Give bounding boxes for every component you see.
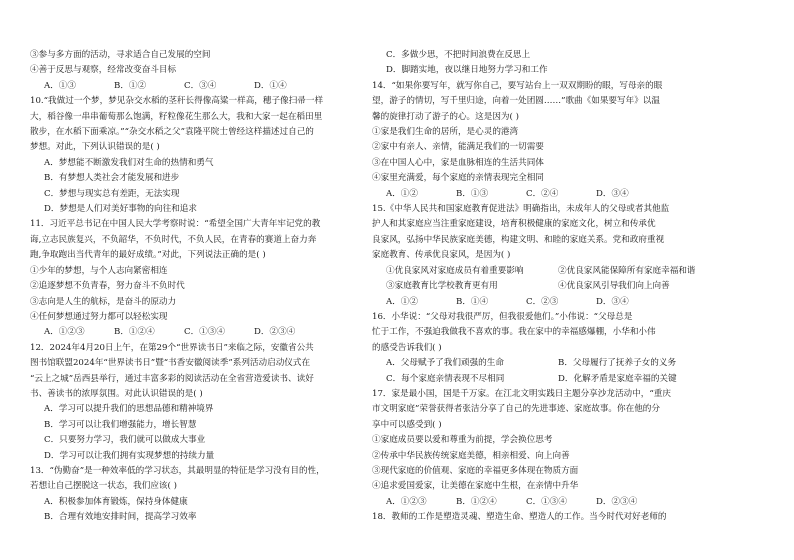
text-line: 16．小华说：“父母对我很严厉，但我很爱他们。”小伟说：“父母总是	[372, 311, 633, 322]
text-line: 18．教师的工作是塑造灵魂、塑造生命、塑造人的工作。当今时代对好老师的	[372, 512, 667, 523]
text-line: ④善于反思与观察，经常改变奋斗目标	[30, 65, 177, 76]
answer-option: D．③④	[596, 188, 629, 199]
choice-line: A．梦想能不断激发我们对生命的热情和勇气	[44, 157, 214, 168]
choice-line: C．梦想与现实总有差距，无法实现	[44, 188, 180, 199]
answer-option: D．②③④	[596, 496, 638, 507]
answer-option: D．①④	[254, 80, 287, 91]
answer-options-row	[372, 295, 730, 310]
text-line: ③参与多方面的活动，寻求适合自己发展的空间	[30, 50, 211, 60]
text-line: ④追求爱国爱家，让美德在家庭中生根，在亲情中升华	[372, 481, 579, 492]
choice-line: C．多做少思，不把时间浪费在反思上	[386, 50, 531, 60]
text-line: ③在中国人心中，家是血脉相连的生活共同体	[372, 157, 544, 168]
answer-option: B．①②④	[456, 496, 497, 507]
answer-option: ①优良家风对家庭成员有着重要影响	[386, 265, 524, 276]
choice-line: D．脚踏实地，夜以继日地努力学习和工作	[386, 65, 548, 76]
option-pair-row	[372, 279, 730, 294]
choice-line: B．有梦想人类社会才能发展和进步	[44, 173, 180, 184]
text-line: 家庭教育、传承优良家风，是因为( )	[372, 250, 511, 261]
text-line: 书、善读书的浓厚氛围。对此认识错误的是( )	[30, 388, 203, 399]
text-line: 大，稻谷像一串串葡萄那么饱满，籽粒像花生那么大，我和大家一起在稻田里	[30, 111, 323, 122]
text-line: 15.《中华人民共和国家庭教育促进法》明确指出，未成年人的父母或者其他监	[372, 204, 670, 215]
text-line: 10.“我做过一个梦，梦见杂交水稻的茎秆长得像高粱一样高，穗子像扫帚一样	[30, 96, 324, 107]
answer-options-row	[372, 187, 730, 202]
text-line: 梦想。对此，下列认识错误的是( )	[30, 142, 160, 153]
text-line: “云上之城”岳西县举行，通过丰富多彩的阅读活动在全省营造爱读书、读好	[30, 373, 314, 384]
answer-option: D．②③④	[254, 327, 296, 338]
answer-option: C．①③④	[184, 327, 225, 338]
answer-option: C．③④	[184, 80, 217, 91]
text-line: ③志向是人生的航标，是奋斗的原动力	[30, 296, 177, 307]
answer-option: A．①②	[386, 188, 418, 199]
text-line: ②家中有亲人、亲情，能满足我们的一切需要	[372, 142, 544, 153]
choice-line: D．梦想是人们对美好事物的向往和追求	[44, 204, 197, 215]
answer-option: A．①③	[44, 80, 76, 91]
answer-option: B．①③	[456, 188, 489, 199]
answer-option: B．父母履行了抚养子女的义务	[558, 358, 677, 369]
text-line: 17．家是最小国，国是千万家。在江北文明实践日主题分享沙龙活动中，“重庆	[372, 388, 671, 399]
text-line: 诲,立志民族复兴，不负韶华，不负时代，不负人民，在青春的赛道上奋力奔	[30, 234, 317, 245]
answer-option: C．①③④	[526, 496, 567, 507]
text-line: 忙于工作，不强迫我做我不喜欢的事。我在家中的幸福感爆棚，小华和小伟	[372, 327, 656, 338]
answer-option: A．父母赋予了我们顽强的生命	[386, 358, 504, 369]
text-line: ①家是我们生命的居所，是心灵的港湾	[372, 127, 519, 138]
text-line: ④任何梦想通过努力都可以轻松实现	[30, 311, 168, 322]
answer-option: D．化解矛盾是家庭幸福的关键	[558, 373, 677, 384]
text-line: ①家庭成员要以爱和尊重为前提，学会换位思考	[372, 435, 553, 446]
text-line: 12．2024年4月20日上午，在第29个“世界读书日”来临之际，安徽省公共	[30, 342, 314, 353]
text-line: 11．习近平总书记在中国人民大学考察时说：“希望全国广大青年牢记党的教	[30, 219, 321, 230]
text-line: 护人和其家庭应当注重家庭建设，培育积极健康的家庭文化，树立和传承优	[372, 219, 656, 230]
text-line: ③现代家庭的价值观、家庭的幸福更多体现在物质方面	[372, 465, 579, 476]
choice-line: B．合理有效地安排时间，提高学习效率	[44, 512, 197, 523]
text-line: 散步，在水稻下面乘凉。”“杂交水稻之父”袁隆平院士曾经这样描述过自己的	[30, 127, 314, 138]
text-line: 13．“伪勤奋”是一种效率低的学习状态，其最明显的特征是学习没有目的性，	[30, 465, 325, 476]
text-line: 市文明家庭”荣誉获得者张洁分享了自己的先进事迹、家庭故事。你在他的分	[372, 404, 660, 415]
text-line: 馨的旋律打动了游子的心。这是因为( )	[372, 111, 519, 122]
text-line: 良家风，弘扬中华民族家庭美德，构建文明、和睦的家庭关系。党和政府重视	[372, 234, 665, 245]
answer-option: C．②③	[526, 296, 559, 307]
choice-line: A．积极参加体育锻炼，保持身体健康	[44, 496, 188, 507]
answer-option: B．①④	[456, 296, 489, 307]
answer-options-row	[30, 325, 380, 340]
answer-option: C．每个家庭亲情表现不尽相同	[386, 373, 505, 384]
option-pair-row	[372, 264, 730, 279]
answer-option: ④优良家风引导我们向上向善	[558, 281, 670, 292]
choice-line: B．学习可以让我们增强能力，增长智慧	[44, 419, 197, 430]
text-line: 望，游子的情切，写千里归途，向着一处团圆……”歌曲《如果要写年》以温	[372, 96, 660, 107]
answer-option: A．①②③	[44, 327, 85, 338]
text-line: ②传承中华民族传统家庭美德，相亲相爱、向上向善	[372, 450, 570, 461]
answer-option: A．①②③	[386, 496, 427, 507]
text-line: 的感受告诉我们( )	[372, 342, 442, 353]
text-line: ②追逐梦想不负青春，努力奋斗不负时代	[30, 281, 185, 292]
answer-option: ②优良家风能保障所有家庭幸福和谐	[558, 265, 696, 276]
answer-options-row	[30, 79, 380, 94]
answer-option: B．①②	[114, 80, 147, 91]
choice-line: A．学习可以提升我们的思想品德和精神境界	[44, 404, 214, 415]
left-column	[30, 48, 380, 526]
option-pair-row	[372, 372, 730, 387]
answer-option: B．①②④	[114, 327, 155, 338]
option-pair-row	[372, 356, 730, 371]
text-line: ④家里充满爱，每个家庭的亲情表现完全相同	[372, 173, 544, 184]
answer-option: A．①②	[386, 296, 418, 307]
text-line: 享中可以感受到( )	[372, 419, 442, 430]
right-column	[372, 48, 730, 526]
text-line: 跑,争取跑出当代青年的最好成绩。”对此，下列说法正确的是( )	[30, 250, 266, 261]
text-line: 若想让自己摆脱这一状态，我们应该( )	[30, 481, 177, 492]
answer-options-row	[372, 495, 730, 510]
text-line: 图书馆联盟2024年“世界读书日”暨“书香安徽阅读季”系列活动启动仪式在	[30, 358, 311, 369]
text-line: ①少年的梦想，与个人志向紧密相连	[30, 265, 168, 276]
answer-option: ③家庭教育比学校教育更有用	[386, 281, 498, 292]
text-line: 14．“如果你要写年，就写你自己，要写站台上一双双期盼的眼，写母亲的眼	[372, 80, 663, 91]
answer-option: C．②④	[526, 188, 559, 199]
choice-line: D．学习可以让我们拥有实现梦想的持续力量	[44, 450, 215, 461]
answer-option: D．③④	[596, 296, 629, 307]
choice-line: C．只要努力学习，我们就可以做成大事业	[44, 435, 206, 446]
